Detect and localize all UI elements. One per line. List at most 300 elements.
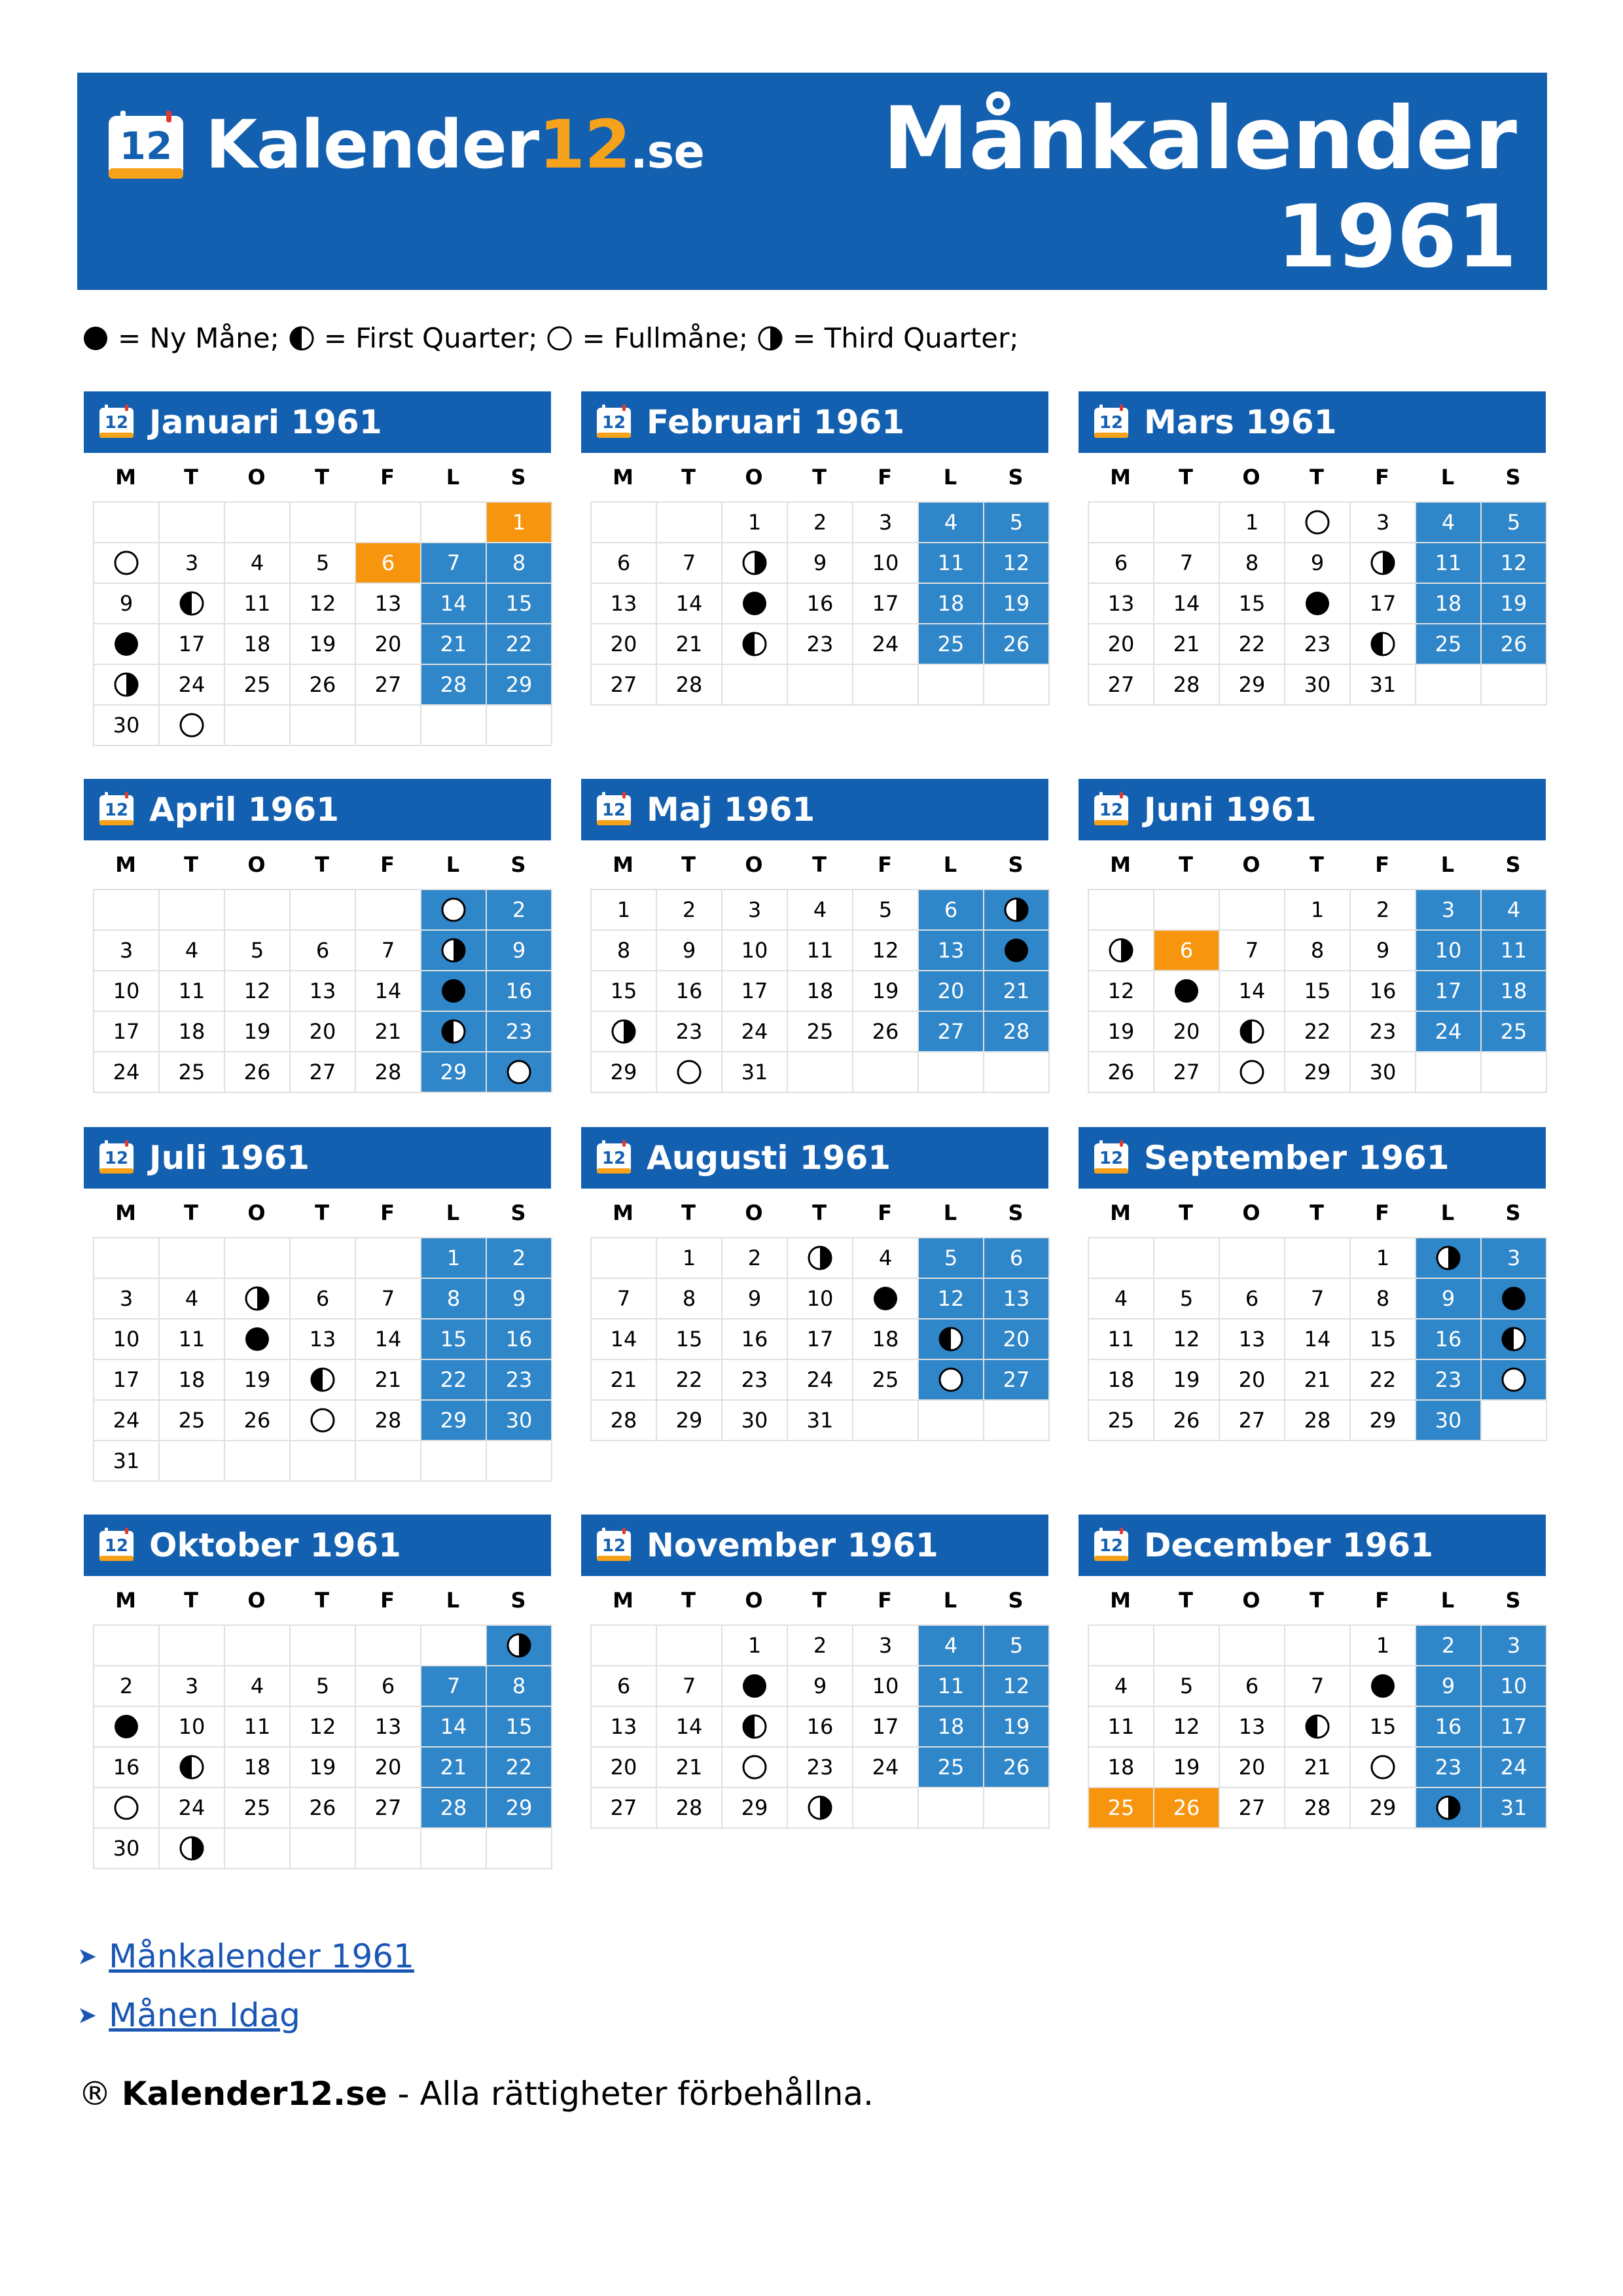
empty-day-cell (590, 1624, 657, 1666)
day-cell (1088, 929, 1154, 971)
day-cell: 18 (918, 583, 984, 624)
empty-day-cell (355, 889, 421, 931)
empty-day-cell (289, 501, 356, 543)
day-cell: 15 (486, 583, 552, 624)
new-moon-icon (113, 1713, 139, 1740)
day-cell: 1 (1284, 889, 1351, 931)
empty-day-cell (983, 664, 1050, 706)
month-header (581, 1127, 1048, 1189)
day-cell: 11 (1480, 929, 1547, 971)
day-cell: 16 (1349, 970, 1416, 1012)
empty-day-cell (1219, 1624, 1285, 1666)
day-cell: 4 (1088, 1278, 1154, 1319)
empty-day-cell (93, 889, 160, 931)
new-moon-icon (82, 325, 109, 351)
day-cell: 26 (983, 1746, 1050, 1788)
day-cell: 3 (1480, 1237, 1547, 1279)
month-calendar (581, 1127, 1048, 1440)
first-quarter-moon-icon (741, 631, 768, 657)
weekday-row (1088, 840, 1546, 889)
day-cell: 3 (852, 1624, 919, 1666)
weekday-label: F (878, 1588, 892, 1613)
day-cell: 1 (1349, 1624, 1416, 1666)
day-cell: 23 (787, 623, 853, 665)
month-title: Juni 1961 (1144, 791, 1317, 829)
day-cell: 29 (420, 1399, 487, 1441)
day-cell: 14 (420, 1706, 487, 1748)
calendar-icon (596, 404, 632, 440)
weekday-label: L (1440, 852, 1455, 877)
day-cell: 24 (1415, 1011, 1482, 1052)
empty-day-cell (158, 1440, 225, 1482)
day-cell: 27 (289, 1051, 356, 1093)
day-cell (1219, 1051, 1285, 1093)
day-cell: 25 (224, 1787, 291, 1829)
empty-day-cell (656, 1624, 722, 1666)
day-cell: 6 (1088, 542, 1154, 584)
empty-day-cell (355, 1624, 421, 1666)
weekday-label: T (1310, 1200, 1324, 1225)
weekday-label: L (943, 852, 957, 877)
empty-day-cell (918, 1399, 984, 1441)
day-cell (420, 889, 487, 931)
day-cell: 20 (1219, 1359, 1285, 1401)
day-cell: 7 (1284, 1278, 1351, 1319)
day-grid (590, 1237, 1048, 1440)
day-cell: 20 (590, 1746, 657, 1788)
empty-day-cell (224, 889, 291, 931)
weekday-label: T (184, 1588, 198, 1613)
day-cell: 4 (918, 501, 984, 543)
weekday-label: O (247, 1200, 266, 1225)
weekday-label: S (510, 465, 526, 490)
empty-day-cell (983, 1787, 1050, 1829)
empty-day-cell (1284, 1237, 1351, 1279)
day-cell: 11 (224, 583, 291, 624)
site-logo[interactable] (106, 106, 704, 184)
day-cell (158, 1746, 225, 1788)
calendar-icon-number: 12 (601, 1149, 626, 1168)
day-cell: 25 (1480, 1011, 1547, 1052)
third-quarter-moon-icon (1370, 550, 1396, 576)
weekday-label: M (1110, 1588, 1131, 1613)
day-cell: 3 (1349, 501, 1416, 543)
day-cell (1284, 583, 1351, 624)
full-moon-icon (113, 550, 139, 576)
day-cell: 20 (1153, 1011, 1220, 1052)
weekday-label: T (812, 852, 827, 877)
weekday-label: T (1179, 465, 1193, 490)
weekday-label: L (446, 465, 460, 490)
day-cell: 14 (420, 583, 487, 624)
day-cell (1219, 1011, 1285, 1052)
weekday-label: T (315, 465, 329, 490)
weekday-label: F (878, 852, 892, 877)
weekday-label: T (1179, 852, 1193, 877)
day-cell: 5 (983, 501, 1050, 543)
day-cell: 17 (1349, 583, 1416, 624)
day-cell: 14 (656, 583, 722, 624)
third-quarter-moon-icon (1435, 1795, 1461, 1821)
empty-day-cell (918, 664, 984, 706)
day-cell: 8 (656, 1278, 722, 1319)
day-cell: 31 (787, 1399, 853, 1441)
day-cell: 12 (224, 970, 291, 1012)
day-cell: 17 (852, 583, 919, 624)
month-header (84, 1515, 551, 1576)
new-moon-icon (1304, 590, 1330, 617)
weekday-label: S (1505, 852, 1521, 877)
day-cell: 7 (355, 1278, 421, 1319)
day-cell: 29 (1284, 1051, 1351, 1093)
day-cell: 19 (224, 1359, 291, 1401)
day-cell: 16 (1415, 1706, 1482, 1748)
weekday-label: M (115, 1200, 136, 1225)
day-cell: 21 (983, 970, 1050, 1012)
day-cell: 20 (289, 1011, 356, 1052)
weekday-label: S (1008, 1588, 1024, 1613)
day-cell: 1 (590, 889, 657, 931)
day-grid (590, 501, 1048, 704)
third-quarter-moon-icon (611, 1018, 637, 1045)
day-cell: 4 (787, 889, 853, 931)
day-cell: 30 (1349, 1051, 1416, 1093)
day-cell: 15 (656, 1318, 722, 1360)
calendar-icon-number: 12 (104, 1536, 129, 1556)
month-title: Mars 1961 (1144, 403, 1337, 441)
weekday-label: F (380, 1588, 395, 1613)
day-cell: 26 (1088, 1051, 1154, 1093)
weekday-label: F (1375, 852, 1389, 877)
day-cell (289, 1359, 356, 1401)
weekday-label: F (380, 465, 395, 490)
day-cell: 9 (787, 1665, 853, 1707)
day-cell: 11 (1088, 1706, 1154, 1748)
month-calendar (1079, 1515, 1546, 1827)
weekday-label: S (1505, 1588, 1521, 1613)
day-cell: 2 (93, 1665, 160, 1707)
weekday-label: M (1110, 465, 1131, 490)
day-grid (590, 1624, 1048, 1827)
day-cell: 5 (918, 1237, 984, 1279)
day-cell: 7 (355, 929, 421, 971)
first-quarter-moon-icon (741, 1713, 768, 1740)
weekday-label: L (1440, 1200, 1455, 1225)
weekday-label: O (1242, 852, 1260, 877)
day-cell: 4 (224, 542, 291, 584)
empty-day-cell (158, 889, 225, 931)
day-cell: 7 (420, 1665, 487, 1707)
weekday-label: L (943, 1200, 957, 1225)
third-quarter-moon-icon (807, 1795, 833, 1821)
day-cell: 19 (1153, 1746, 1220, 1788)
logo-wordmark (205, 106, 704, 184)
day-cell: 27 (983, 1359, 1050, 1401)
empty-day-cell (289, 1624, 356, 1666)
weekday-label: L (1440, 1588, 1455, 1613)
full-moon-icon (113, 1795, 139, 1821)
day-cell: 15 (1219, 583, 1285, 624)
month-header (84, 1127, 551, 1189)
day-cell (158, 583, 225, 624)
day-cell: 5 (1153, 1665, 1220, 1707)
day-cell: 29 (656, 1399, 722, 1441)
day-cell: 1 (721, 501, 788, 543)
day-cell: 4 (1480, 889, 1547, 931)
month-title: Oktober 1961 (149, 1526, 401, 1564)
day-cell: 23 (787, 1746, 853, 1788)
day-cell: 9 (1349, 929, 1416, 971)
day-cell: 6 (1219, 1278, 1285, 1319)
new-moon-icon (1173, 978, 1200, 1004)
full-moon-icon (506, 1059, 532, 1085)
day-cell: 21 (420, 1746, 487, 1788)
day-cell: 13 (590, 1706, 657, 1748)
day-cell: 30 (93, 1827, 160, 1869)
day-cell (93, 1787, 160, 1829)
day-cell (1480, 1318, 1547, 1360)
empty-day-cell (420, 501, 487, 543)
day-cell: 25 (158, 1051, 225, 1093)
day-cell (721, 1746, 788, 1788)
empty-day-cell (590, 501, 657, 543)
day-cell: 28 (656, 664, 722, 706)
day-cell: 23 (656, 1011, 722, 1052)
weekday-label: O (1242, 1200, 1260, 1225)
empty-day-cell (224, 1624, 291, 1666)
day-cell: 17 (852, 1706, 919, 1748)
day-cell: 9 (1415, 1278, 1482, 1319)
day-cell: 21 (1153, 623, 1220, 665)
day-cell: 28 (656, 1787, 722, 1829)
day-cell: 18 (918, 1706, 984, 1748)
month-title: Maj 1961 (647, 791, 815, 829)
day-cell: 23 (1415, 1359, 1482, 1401)
day-cell: 14 (355, 1318, 421, 1360)
empty-day-cell (420, 704, 487, 746)
day-cell: 4 (158, 1278, 225, 1319)
day-cell: 3 (721, 889, 788, 931)
day-cell: 25 (918, 623, 984, 665)
empty-day-cell (852, 1051, 919, 1093)
third-quarter-moon-icon (1003, 897, 1029, 923)
day-cell: 3 (158, 1665, 225, 1707)
day-cell: 15 (1349, 1318, 1416, 1360)
weekday-row (1088, 1576, 1546, 1624)
weekday-row (590, 453, 1048, 501)
empty-day-cell (158, 1624, 225, 1666)
day-cell (1480, 1359, 1547, 1401)
month-calendar (84, 779, 551, 1092)
page-title (883, 90, 1517, 286)
day-cell (224, 1278, 291, 1319)
day-cell: 8 (420, 1278, 487, 1319)
day-cell: 18 (1415, 583, 1482, 624)
day-cell: 29 (486, 1787, 552, 1829)
weekday-label: O (745, 1588, 763, 1613)
day-cell: 4 (852, 1237, 919, 1279)
day-cell: 5 (1153, 1278, 1220, 1319)
day-cell: 14 (656, 1706, 722, 1748)
day-cell: 18 (1088, 1359, 1154, 1401)
day-cell: 13 (918, 929, 984, 971)
third-quarter-moon-icon (1108, 937, 1134, 963)
weekday-row (1088, 1189, 1546, 1237)
legend-new-moon (82, 322, 279, 354)
day-cell: 28 (420, 664, 487, 706)
day-cell: 21 (656, 1746, 722, 1788)
third-quarter-moon-icon (807, 1245, 833, 1271)
day-cell: 7 (656, 542, 722, 584)
footer-copyright (79, 2075, 874, 2113)
day-cell: 11 (158, 970, 225, 1012)
full-moon-icon (179, 712, 205, 738)
third-quarter-moon-icon (113, 672, 139, 698)
empty-day-cell (1153, 1237, 1220, 1279)
weekday-label: T (1310, 1588, 1324, 1613)
day-cell: 4 (158, 929, 225, 971)
day-cell (721, 542, 788, 584)
day-cell: 25 (787, 1011, 853, 1052)
month-title: Februari 1961 (647, 403, 905, 441)
day-cell: 15 (420, 1318, 487, 1360)
day-cell: 29 (1349, 1399, 1416, 1441)
day-cell: 4 (224, 1665, 291, 1707)
calendar-icon-number: 12 (1099, 800, 1124, 820)
weekday-label: T (1179, 1588, 1193, 1613)
day-cell: 8 (1284, 929, 1351, 971)
first-quarter-moon-icon (179, 1754, 205, 1780)
day-grid (93, 1237, 551, 1480)
day-cell (158, 704, 225, 746)
empty-day-cell (224, 1237, 291, 1279)
full-moon-icon (1239, 1059, 1265, 1085)
month-calendar (84, 1127, 551, 1480)
arrow-right-icon: ➤ (77, 2001, 98, 2029)
day-cell: 16 (1415, 1318, 1482, 1360)
day-cell: 1 (721, 1624, 788, 1666)
day-cell: 24 (1480, 1746, 1547, 1788)
day-cell: 31 (93, 1440, 160, 1482)
day-cell: 26 (224, 1399, 291, 1441)
empty-day-cell (1088, 1237, 1154, 1279)
day-cell: 12 (1153, 1706, 1220, 1748)
day-cell: 13 (1219, 1318, 1285, 1360)
day-cell: 21 (420, 623, 487, 665)
day-cell: 20 (983, 1318, 1050, 1360)
day-cell: 7 (656, 1665, 722, 1707)
calendar-icon-number: 12 (104, 1149, 129, 1168)
day-cell (918, 1359, 984, 1401)
day-cell: 30 (93, 704, 160, 746)
empty-day-cell (852, 1399, 919, 1441)
empty-day-cell (93, 1237, 160, 1279)
first-quarter-moon-icon (1501, 1326, 1527, 1352)
day-cell: 20 (590, 623, 657, 665)
day-cell: 9 (1284, 542, 1351, 584)
weekday-label: M (613, 1588, 633, 1613)
day-cell: 30 (721, 1399, 788, 1441)
day-cell: 1 (1349, 1237, 1416, 1279)
weekday-label: S (1008, 852, 1024, 877)
day-cell: 3 (158, 542, 225, 584)
weekday-label: L (1440, 465, 1455, 490)
day-cell: 1 (486, 501, 552, 543)
link-moon-today[interactable] (77, 1996, 300, 2034)
third-quarter-moon-icon (244, 1285, 270, 1312)
weekday-label: T (184, 465, 198, 490)
day-cell: 21 (355, 1011, 421, 1052)
link-text[interactable]: Månen Idag (109, 1996, 300, 2034)
day-cell: 10 (852, 1665, 919, 1707)
day-cell: 11 (1088, 1318, 1154, 1360)
empty-day-cell (983, 1051, 1050, 1093)
link-text[interactable]: Månkalender 1961 (109, 1937, 414, 1975)
day-cell: 25 (918, 1746, 984, 1788)
day-cell: 3 (93, 929, 160, 971)
day-cell: 5 (224, 929, 291, 971)
day-cell: 7 (1219, 929, 1285, 971)
day-cell: 16 (93, 1746, 160, 1788)
day-cell: 8 (590, 929, 657, 971)
month-calendar (581, 1515, 1048, 1827)
new-moon-icon (1003, 937, 1029, 963)
empty-day-cell (852, 664, 919, 706)
month-calendar (1079, 391, 1546, 704)
day-cell: 21 (355, 1359, 421, 1401)
weekday-label: T (812, 1588, 827, 1613)
empty-day-cell (355, 1827, 421, 1869)
calendar-icon-number: 12 (1099, 413, 1124, 433)
day-cell: 9 (486, 1278, 552, 1319)
month-header (84, 779, 551, 840)
day-cell: 19 (289, 1746, 356, 1788)
weekday-row (590, 840, 1048, 889)
day-cell: 14 (355, 970, 421, 1012)
empty-day-cell (1153, 501, 1220, 543)
day-cell: 20 (1219, 1746, 1285, 1788)
day-cell (486, 1051, 552, 1093)
day-cell (1349, 623, 1416, 665)
day-cell: 12 (289, 1706, 356, 1748)
day-cell (420, 1011, 487, 1052)
day-cell: 3 (1480, 1624, 1547, 1666)
weekday-label: M (115, 852, 136, 877)
first-quarter-moon-icon (289, 325, 315, 351)
third-quarter-moon-icon (757, 325, 783, 351)
weekday-label: T (681, 852, 696, 877)
day-cell: 5 (983, 1624, 1050, 1666)
day-grid (93, 501, 551, 745)
weekday-label: T (315, 1200, 329, 1225)
day-cell (289, 1399, 356, 1441)
day-cell: 15 (590, 970, 657, 1012)
day-cell: 4 (918, 1624, 984, 1666)
day-cell: 27 (1153, 1051, 1220, 1093)
day-cell: 7 (420, 542, 487, 584)
calendar-icon (1093, 1527, 1130, 1564)
empty-day-cell (1480, 664, 1547, 706)
day-cell: 10 (93, 1318, 160, 1360)
day-cell (224, 1318, 291, 1360)
calendar-icon (1093, 791, 1130, 828)
day-cell: 22 (1284, 1011, 1351, 1052)
weekday-label: O (247, 852, 266, 877)
day-cell: 10 (721, 929, 788, 971)
weekday-label: O (247, 1588, 266, 1613)
link-moon-calendar[interactable] (77, 1937, 414, 1975)
day-cell (721, 623, 788, 665)
